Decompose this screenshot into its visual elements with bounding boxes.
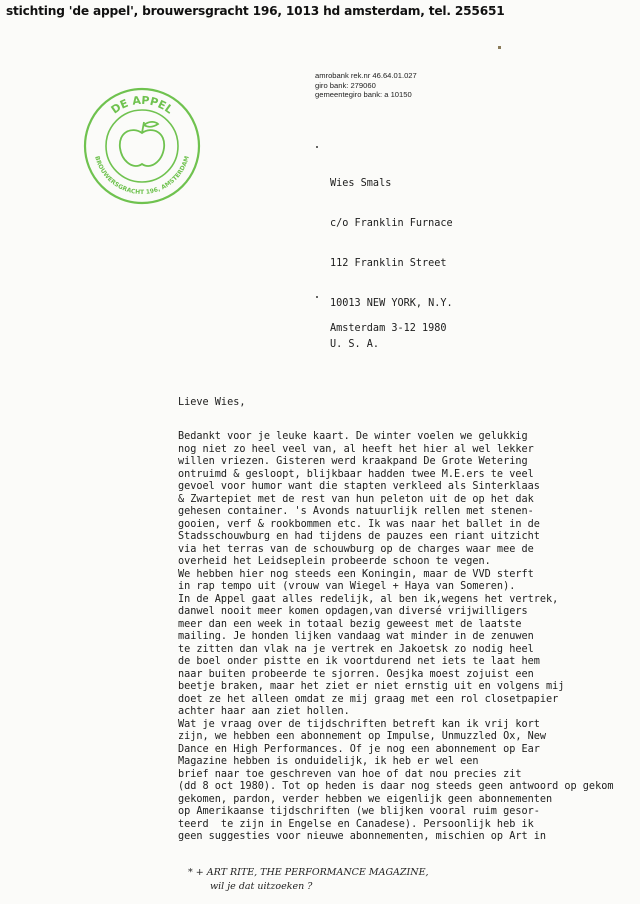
- body-line: mailing. Je honden lijken vandaag wat minder in de zenuwen: [178, 631, 534, 642]
- ink-mark: [498, 46, 501, 49]
- address-line: Wies Smals: [330, 177, 392, 189]
- body-line: gekomen, pardon, verder hebben we eigenlijk geen abonnementen: [178, 793, 553, 805]
- body-line: beetje braken, maar het ziet er niet ernstig uit en volgens mij: [178, 681, 565, 692]
- body-line: zijn, we hebben een abonnement op Impulse, Unmuzzled Ox, New: [178, 731, 547, 742]
- bank-details: [315, 71, 417, 100]
- handwritten-line: * + ART RITE, THE PERFORMANCE MAGAZINE,: [188, 867, 429, 878]
- handwritten-note: [188, 866, 429, 894]
- body-line: Bedankt voor je leuke kaart. De winter voelen we gelukkig: [178, 431, 528, 442]
- body-line: doet ze het alleen omdat ze mij graag met een rol closetpapier: [178, 693, 559, 705]
- svg-text:DE APPEL: [109, 94, 176, 117]
- body-line: willen vriezen. Gisteren werd kraakpand De Grote Wetering: [178, 456, 528, 467]
- body-line: gehesen container. 's Avonds natuurlijk rellen met stenen-: [178, 506, 534, 517]
- body-line: achter haar aan ziet hollen.: [178, 706, 350, 717]
- stamp-top-text: DE APPEL: [108, 93, 176, 117]
- body-line: op Amerikaanse tijdschriften (we blijken vooral ruim gesor-: [178, 806, 540, 817]
- bank-line: gemeentegiro bank: a 10150: [315, 90, 412, 100]
- address-line: 10013 NEW YORK, N.Y.: [330, 298, 453, 310]
- fold-mark: [316, 296, 318, 298]
- body-line: danwel nooit meer komen opdagen,van diversé vrijwilligers: [178, 606, 528, 617]
- body-line: nog niet zo heel veel van, al heeft het hier al wel lekker: [178, 443, 534, 455]
- handwritten-line: wil je dat uitzoeken ?: [210, 881, 313, 892]
- body-line: Stadsschouwburg en had tijdens de pauzes een riant uitzicht: [178, 531, 540, 542]
- body-line: Magazine hebben is onduidelijk, ik heb er wel een: [178, 756, 479, 767]
- letter-body: [178, 431, 640, 844]
- body-line: gevoel voor humor want die stapten verkleed als Sinterklaas: [178, 481, 540, 492]
- apple-icon: [120, 122, 164, 166]
- fold-mark: [316, 146, 318, 148]
- body-line: & Zwartepiet met de rest van hun peleton uit de op het dak: [178, 493, 534, 505]
- body-line: geen suggesties voor nieuwe abonnementen, mischien op Art in: [178, 831, 547, 842]
- body-line: meer dan een week in totaal bezig geweest met de laatste: [178, 618, 522, 630]
- body-line: In de Appel gaat alles redelijk, al ben ik,wegens het vertrek,: [178, 593, 559, 605]
- address-line: c/o Franklin Furnace: [330, 218, 453, 230]
- salutation: Lieve Wies,: [178, 397, 246, 408]
- body-line: via het terras van de schouwburg op de charges waar mee de: [178, 543, 534, 555]
- body-line: te zitten dan vlak na je vertrek en Jakoetsk zo nodig heel: [178, 643, 534, 655]
- letterhead: stichting 'de appel', brouwersgracht 196, 1013 hd amsterdam, tel. 255651: [6, 4, 505, 18]
- body-line: We hebben hier nog steeds een Koningin, maar de VVD sterft: [178, 568, 534, 580]
- body-line: Dance en High Performances. Of je nog een abonnement op Ear: [178, 743, 540, 755]
- svg-text:BROUWERSGRACHT 196, AMSTERDAM: [93, 155, 191, 196]
- body-line: Wat je vraag over de tijdschriften betreft kan ik vrij kort: [178, 718, 540, 730]
- address-line: U. S. A.: [330, 338, 380, 350]
- body-line: naar buiten probeerde te sjorren. Oesjka moest zojuist een: [178, 668, 534, 680]
- body-line: gooien, verf & rookbommen etc. Ik was naar het ballet in de: [178, 518, 540, 530]
- body-line: ontruimd & gesloopt, blijkbaar hadden twee M.E.ers te veel: [178, 468, 534, 480]
- body-line: teerd te zijn in Engelse en Canadese). Persoonlijk heb ik: [178, 818, 534, 830]
- body-line: de boel onder pistte en ik voortdurend net iets te laat hem: [178, 656, 540, 667]
- stamp-bottom-text: BROUWERSGRACHT 196, AMSTERDAM: [93, 155, 191, 197]
- body-line: (dd 8 oct 1980). Tot op heden is daar nog steeds geen antwoord op gekom: [178, 781, 614, 792]
- bank-line: amrobank rek.nr 46.64.01.027: [315, 71, 417, 80]
- body-line: in rap tempo uit (vrouw van Wiegel + Haya van Someren).: [178, 581, 516, 592]
- body-line: overheid het Leidseplein probeerde schoon te vegen.: [178, 556, 491, 567]
- de-appel-stamp-logo: [82, 86, 202, 206]
- body-line: brief naar toe geschreven van hoe of dat nou precies zit: [178, 768, 522, 780]
- letter-date: Amsterdam 3-12 1980: [330, 323, 447, 334]
- address-line: 112 Franklin Street: [330, 258, 447, 270]
- bank-line: giro bank: 279060: [315, 80, 376, 90]
